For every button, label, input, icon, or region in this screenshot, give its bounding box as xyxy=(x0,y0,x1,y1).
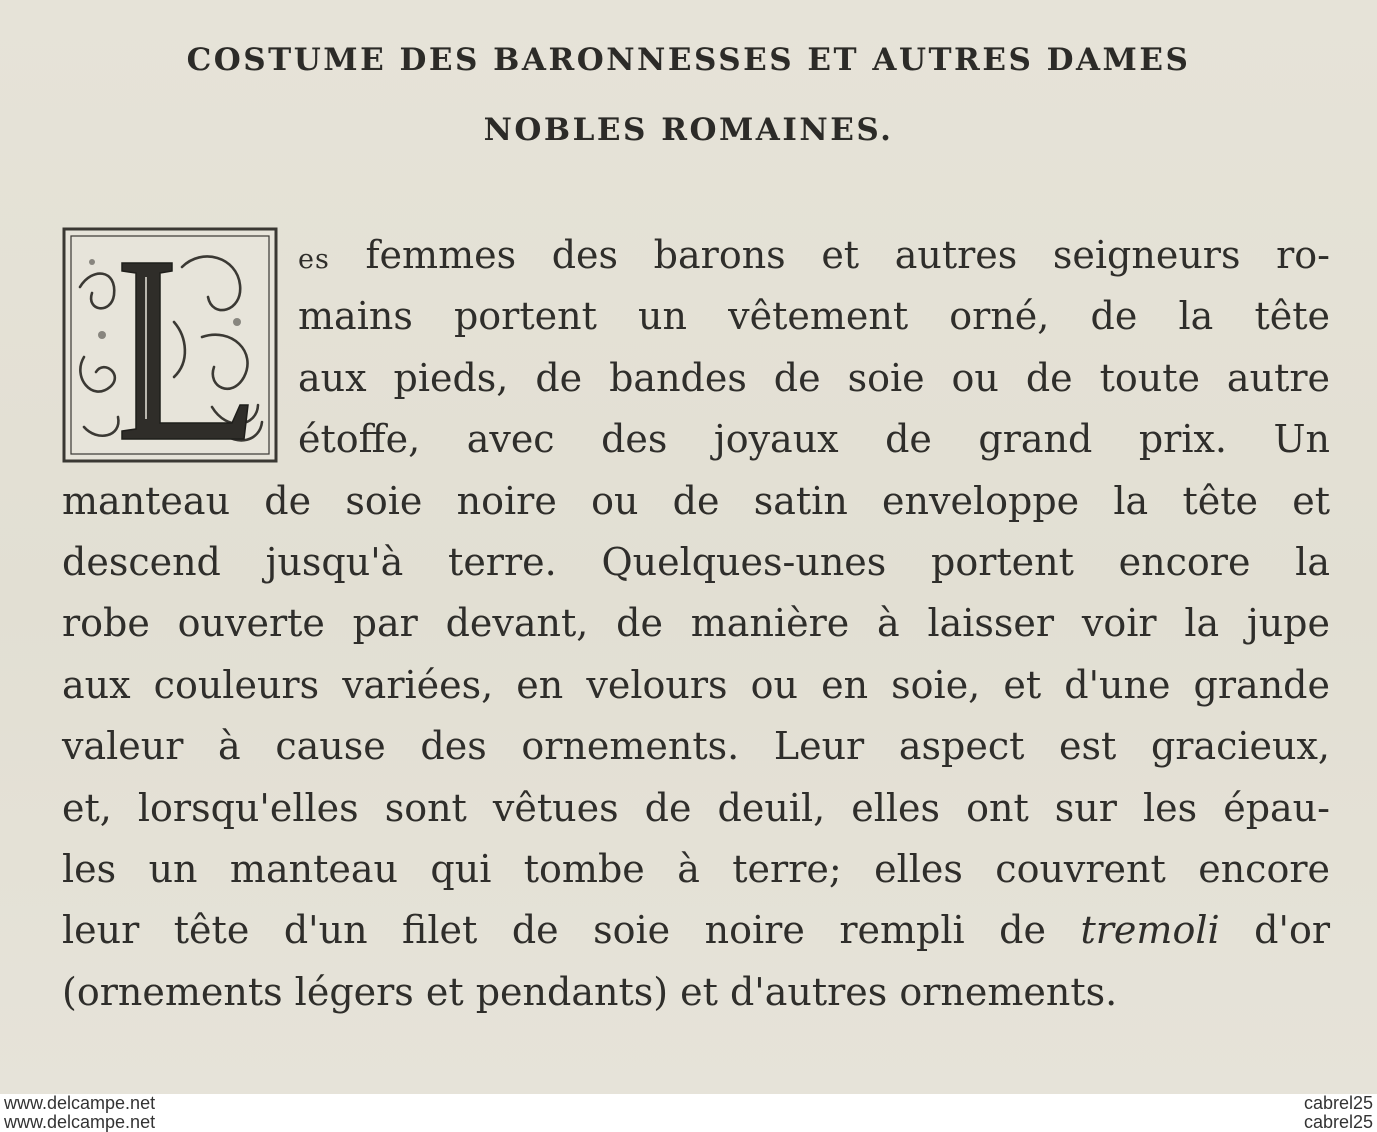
text-line: les un manteau qui tombe à terre; elles couvrent encore xyxy=(62,846,1330,891)
italic-term: tremoli xyxy=(1080,908,1220,953)
watermark-text: cabrel25 xyxy=(1303,1093,1373,1113)
text-line: mains portent un vêtement orné, de la tête xyxy=(298,294,1330,339)
text-line: valeur à cause des ornements. Leur aspect est gracieux, xyxy=(62,724,1330,769)
text-line: aux couleurs variées, en velours ou en soie, et d'une grande xyxy=(62,662,1330,707)
text-line xyxy=(298,225,1330,286)
text-line: robe ouverte par devant, de manière à laisser voir la jupe xyxy=(62,601,1330,646)
text-line xyxy=(62,900,1330,961)
text-line: étoffe, avec des joyaux de grand prix. Un xyxy=(298,417,1330,462)
text-line: (ornements légers et pendants) et d'autres ornements. xyxy=(62,969,1118,1014)
line-text: leur tête d'un filet de soie noire rempli de xyxy=(62,908,1081,953)
line-text: femmes des barons et autres seigneurs ro- xyxy=(329,233,1330,277)
watermark-left xyxy=(4,1094,155,1132)
watermark-text: www.delcampe.net xyxy=(4,1112,156,1132)
small-caps-text: es xyxy=(298,244,330,275)
text-line: aux pieds, de bandes de soie ou de toute autre xyxy=(298,355,1330,400)
text-line: manteau de soie noire ou de satin enveloppe la tête et xyxy=(62,478,1330,523)
watermark-text: www.delcampe.net xyxy=(4,1093,156,1113)
watermark-text: cabrel25 xyxy=(1303,1112,1373,1132)
watermark-bar xyxy=(0,1094,1377,1132)
text-line: et, lorsqu'elles sont vêtues de deuil, elles ont sur les épau- xyxy=(62,785,1330,830)
text-line: descend jusqu'à terre. Quelques-unes portent encore la xyxy=(62,539,1330,584)
line-text: d'or xyxy=(1219,908,1330,953)
watermark-right xyxy=(1304,1094,1373,1132)
chapter-title-line-1: COSTUME DES BARONNESSES ET AUTRES DAMES xyxy=(186,42,1191,78)
chapter-title-line-2: NOBLES ROMAINES. xyxy=(483,112,894,148)
body-text xyxy=(62,225,1330,1023)
